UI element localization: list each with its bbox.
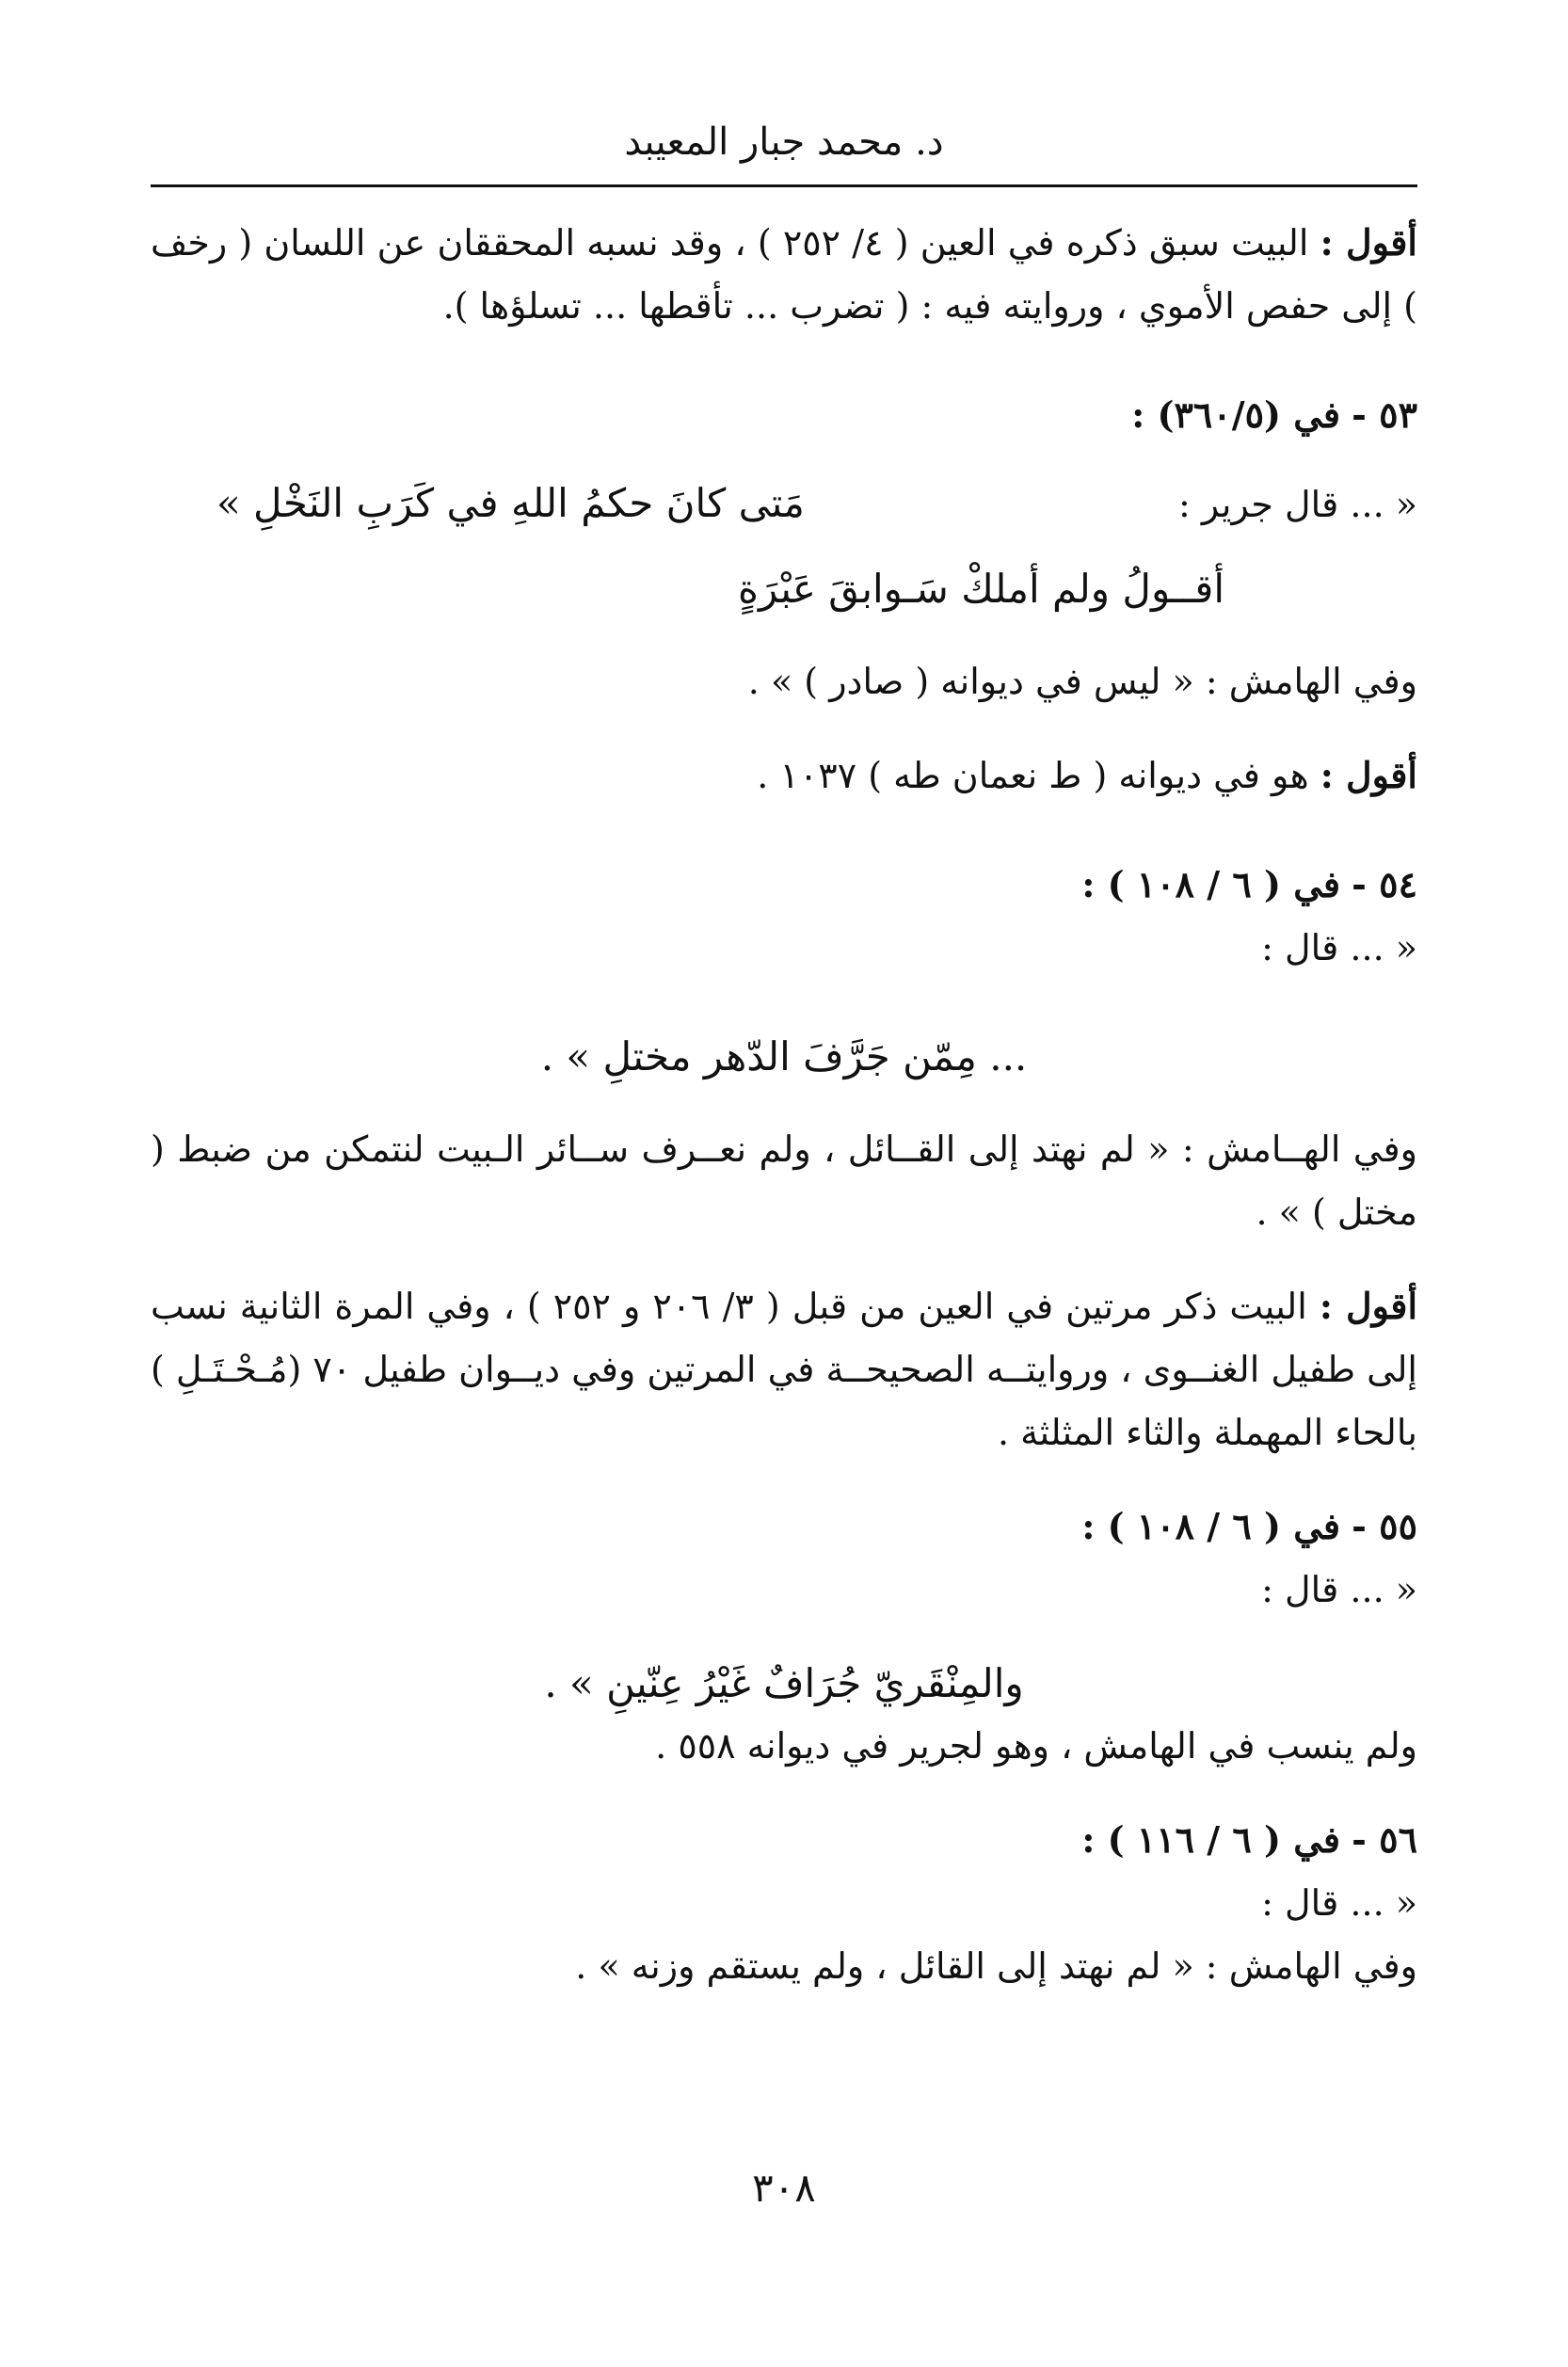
quote-intro: « ... قال :: [1261, 927, 1417, 968]
verse-line: والمِنْقَريّ جُرَافٌ غَيْرُ عِنّينِ » .: [544, 1660, 1024, 1706]
comment-text: البيت ذكر مرتين في العين من قبل ( ٣/ ٢٠٦ و ٢٥٢ ) ، وفي المرة الثانية نسب إلى طفيل الغنــوى ، وروايتــه الصحيحــة في المرتين وفي ديــوان طفيل ٧٠ (مُـحْـتَـلِ ) بالحاء المهملة والثاء المثلثة .: [151, 1286, 1417, 1453]
page-body: [151, 211, 1417, 1998]
comment-paragraph: [151, 211, 1417, 338]
header-rule: [151, 184, 1417, 187]
entry-heading: [151, 1495, 1417, 1559]
quote-intro: « ... قال :: [1261, 1882, 1417, 1924]
entry-ref: في ( ٦ / ١٠٨ ) :: [1081, 863, 1341, 905]
entry-number: ٥٥ -: [1352, 1505, 1417, 1547]
margin-note: وفي الهامش : « ليس في ديوانه ( صادر ) » .: [747, 661, 1417, 702]
entry-heading: [151, 853, 1417, 917]
quote-intro: « ... قال جرير :: [1178, 484, 1417, 525]
margin-note: ولم ينسب في الهامش ، وهو لجرير في ديوانه ٥٥٨ .: [655, 1725, 1417, 1767]
comment-text: البيت سبق ذكره في العين ( ٤/ ٢٥٢ ) ، وقد نسبه المحققان عن اللسان ( رخف ) إلى حفص الأموي ، وروايته فيه : ( تضرب ... تأقطها ... تسلؤها ).: [151, 222, 1417, 327]
entry-ref: في ( ٦ / ١١٦ ) :: [1081, 1818, 1341, 1861]
verse-line: ... مِمّن جَرَّفَ الدّهر مختلِ » .: [540, 1033, 1028, 1080]
entry-number: ٥٦ -: [1352, 1818, 1417, 1861]
comment-label: أقول :: [1320, 221, 1417, 264]
quote-intro: « ... قال :: [1261, 1569, 1417, 1610]
entry-heading: [151, 1808, 1417, 1872]
margin-note: وفي الهامش : « لم نهتد إلى القائل ، ولم يستقم وزنه » .: [575, 1945, 1417, 1987]
comment-label: أقول :: [1320, 754, 1417, 796]
entry-heading: [151, 383, 1417, 447]
entry-ref: في (٣٦٠/٥) :: [1131, 393, 1341, 436]
comment-text: هو في ديوانه ( ط نعمان طه ) ١٠٣٧ .: [757, 755, 1309, 796]
verse-line: [151, 472, 1417, 536]
verse-second-hemistich: مَتى كانَ حكمُ اللهِ في كَرَبِ النَخْلِ »: [216, 480, 805, 526]
entry-number: ٥٤ -: [1352, 863, 1417, 905]
comment-paragraph: [151, 1274, 1417, 1464]
running-header: د. محمد جبار المعيبد: [624, 120, 944, 164]
page-number: ٣٠٨: [752, 2165, 816, 2211]
verse-first-hemistich: أقــولُ ولم أملكْ سَـوابقَ عَبْرَةٍ: [738, 566, 1224, 612]
entry-number: ٥٣ -: [1352, 393, 1417, 436]
entry-ref: في ( ٦ / ١٠٨ ) :: [1081, 1505, 1341, 1547]
comment-paragraph: [151, 744, 1417, 808]
margin-note: وفي الهــامش : « لم نهتد إلى القــائل ، ولم نعــرف ســائر الـبيت لنتمكن من ضبط ( مختل ) » .: [151, 1128, 1417, 1233]
comment-label: أقول :: [1319, 1285, 1417, 1327]
